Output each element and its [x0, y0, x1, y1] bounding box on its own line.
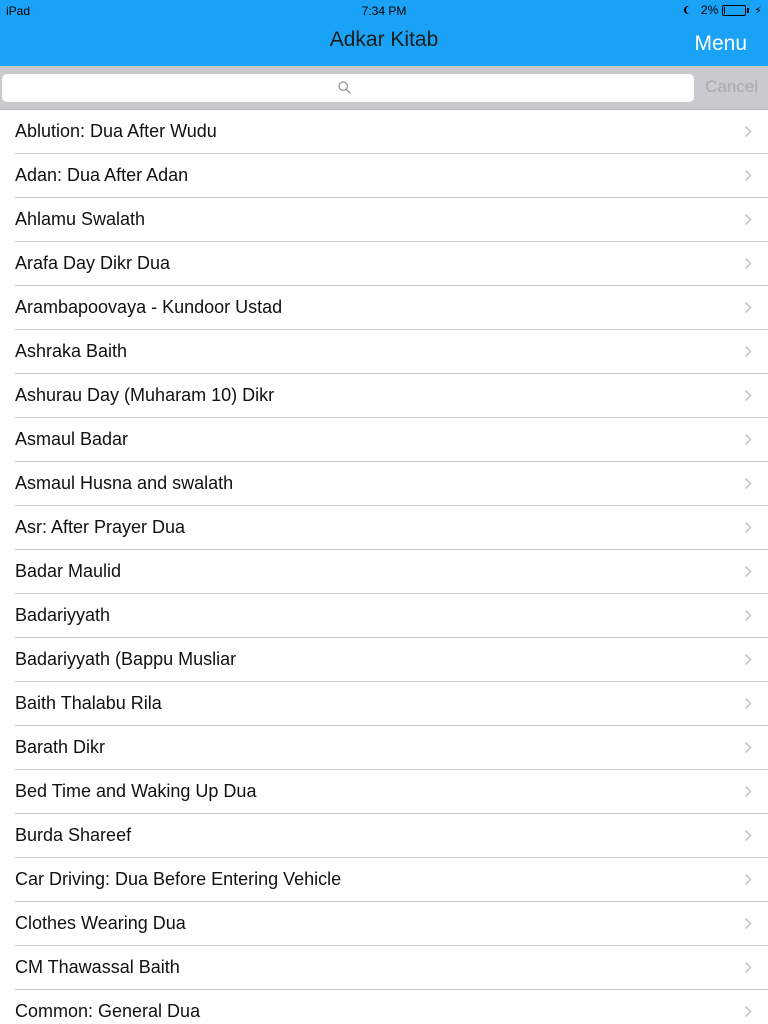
chevron-right-icon: [744, 301, 752, 314]
list-item[interactable]: [0, 946, 768, 990]
chevron-right-icon: [744, 257, 752, 270]
battery-percent: 2%: [700, 3, 719, 17]
list-item[interactable]: [0, 594, 768, 638]
list-item[interactable]: [0, 462, 768, 506]
list-item-label: Arambapoovaya - Kundoor Ustad: [15, 297, 283, 317]
chevron-right-icon: [744, 697, 752, 710]
list-item[interactable]: [0, 770, 768, 814]
list-item-label: Baith Thalabu Rila: [15, 693, 162, 713]
chevron-right-icon: [744, 565, 752, 578]
list-item[interactable]: [0, 506, 768, 550]
list-item[interactable]: [0, 990, 768, 1024]
chevron-right-icon: [744, 521, 752, 534]
list-item-label: Burda Shareef: [15, 825, 132, 845]
chevron-right-icon: [744, 873, 752, 886]
chevron-right-icon: [744, 917, 752, 930]
list-item[interactable]: [0, 110, 768, 154]
chevron-right-icon: [744, 653, 752, 666]
dua-list: [0, 110, 768, 1024]
list-item[interactable]: [0, 550, 768, 594]
list-item[interactable]: [0, 858, 768, 902]
chevron-right-icon: [744, 961, 752, 974]
list-item-label: Ahlamu Swalath: [15, 209, 146, 229]
list-item[interactable]: [0, 638, 768, 682]
chevron-right-icon: [744, 1005, 752, 1018]
list-item-label: Clothes Wearing Dua: [15, 913, 186, 933]
list-item[interactable]: [0, 154, 768, 198]
list-item-label: Car Driving: Dua Before Entering Vehicle: [15, 869, 342, 889]
page-title: Adkar Kitab: [329, 28, 439, 51]
list-item-label: Arafa Day Dikr Dua: [15, 253, 171, 273]
status-indicators: [682, 3, 762, 17]
moon-icon: [686, 6, 694, 14]
chevron-right-icon: [744, 477, 752, 490]
list-item[interactable]: [0, 286, 768, 330]
chevron-right-icon: [744, 169, 752, 182]
list-item-label: Ashurau Day (Muharam 10) Dikr: [15, 385, 275, 405]
chevron-right-icon: [744, 389, 752, 402]
list-item-label: Badar Maulid: [15, 561, 122, 581]
chevron-right-icon: [744, 125, 752, 138]
chevron-right-icon: [744, 213, 752, 226]
list-item-label: Asmaul Badar: [15, 429, 129, 449]
chevron-right-icon: [744, 829, 752, 842]
list-item-label: Ashraka Baith: [15, 341, 128, 361]
menu-button[interactable]: Menu: [694, 32, 747, 55]
list-item[interactable]: [0, 418, 768, 462]
list-item[interactable]: [0, 330, 768, 374]
cancel-button[interactable]: Cancel: [705, 77, 758, 96]
chevron-right-icon: [744, 345, 752, 358]
list-item-label: Common: General Dua: [15, 1001, 201, 1021]
chevron-right-icon: [744, 433, 752, 446]
navigation-bar: [0, 0, 768, 66]
list-item-label: Barath Dikr: [15, 737, 106, 757]
chevron-right-icon: [744, 741, 752, 754]
battery-fill: [724, 7, 725, 14]
device-name: iPad: [6, 4, 31, 18]
list-item[interactable]: [0, 814, 768, 858]
list-item-label: Badariyyath (Bappu Musliar: [15, 649, 237, 669]
list-item-label: Ablution: Dua After Wudu: [15, 121, 217, 141]
list-item-label: Badariyyath: [15, 605, 111, 625]
status-bar: [0, 0, 768, 20]
list-item[interactable]: [0, 726, 768, 770]
list-item-label: Bed Time and Waking Up Dua: [15, 781, 257, 801]
list-item[interactable]: [0, 902, 768, 946]
chevron-right-icon: [744, 785, 752, 798]
status-time: 7:34 PM: [361, 4, 407, 18]
charging-bolt-icon: ⚡: [754, 4, 762, 17]
list-item-label: Adan: Dua After Adan: [15, 165, 189, 185]
chevron-right-icon: [744, 609, 752, 622]
list-item[interactable]: [0, 374, 768, 418]
list-item-label: Asmaul Husna and swalath: [15, 473, 234, 493]
list-item[interactable]: [0, 682, 768, 726]
search-bar: [0, 66, 768, 110]
list-item-label: Asr: After Prayer Dua: [15, 517, 186, 537]
list-item[interactable]: [0, 242, 768, 286]
list-item-label: CM Thawassal Baith: [15, 957, 180, 977]
list-item[interactable]: [0, 198, 768, 242]
search-input[interactable]: [2, 74, 694, 102]
battery-icon: [722, 5, 746, 16]
